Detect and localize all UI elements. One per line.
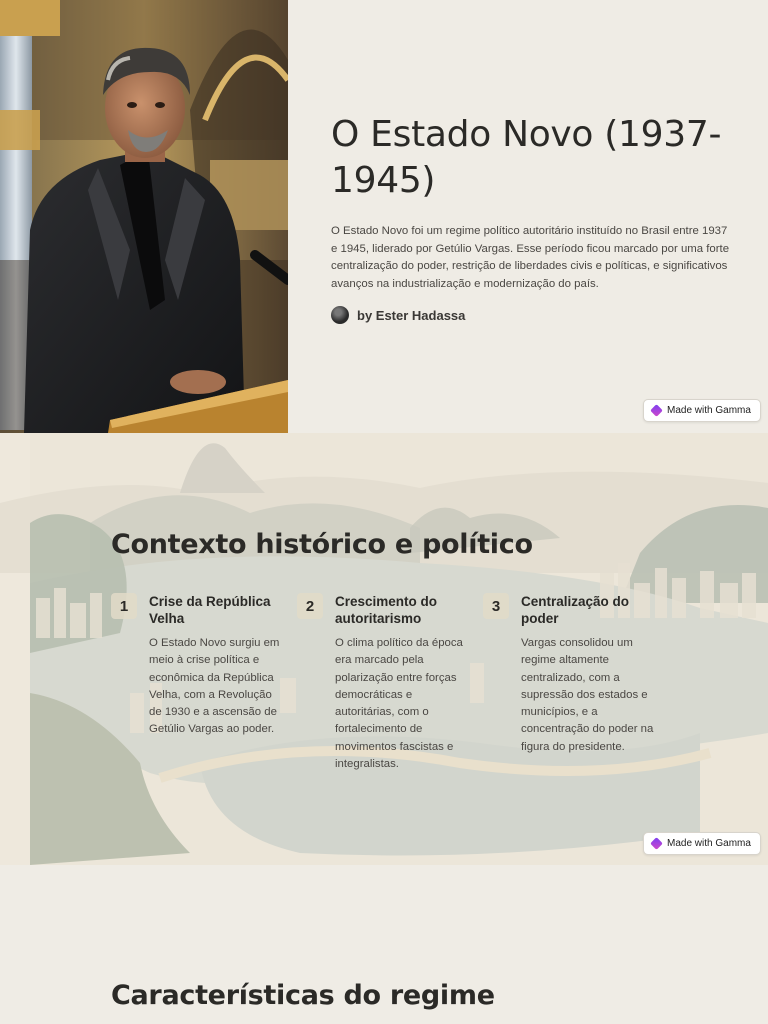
presentation-description: O Estado Novo foi um regime político autoritário instituído no Brasil entre 1937 e 1945, liderado por Getúlio Vargas. Esse período ficou marcado por uma forte centralização do poder, restrição de liberdades civis e políticas, e significativos avanços na industrialização e modernização do país. [331, 225, 730, 290]
slide-title [0, 0, 768, 433]
made-with-gamma-button[interactable] [643, 832, 761, 855]
avatar [331, 306, 349, 324]
item-number: 1 [111, 593, 137, 619]
item-body: O Estado Novo surgiu em meio à crise política e econômica da República Velha, com a Revolução de 1930 e a ascensão de Getúlio Vargas ao poder. [149, 637, 280, 736]
made-with-gamma-button[interactable] [643, 399, 761, 422]
item-heading: Centralização do poder [521, 594, 630, 626]
author-byline [331, 306, 465, 324]
slide-historical-context [0, 433, 768, 865]
gamma-logo-icon [650, 404, 663, 417]
gamma-logo-icon [650, 837, 663, 850]
slide-regime-characteristics [0, 865, 768, 1024]
item-heading: Crise da República Velha [149, 594, 271, 626]
item-number: 3 [483, 593, 509, 619]
item-body: Vargas consolidou um regime altamente centralizado, com a supressão dos estados e municípios, e a concentração do poder na figura do presidente. [521, 637, 654, 753]
portrait-image [0, 0, 288, 433]
made-with-gamma-label: Made with Gamma [667, 838, 751, 849]
section-title: Contexto histórico e político [111, 529, 533, 560]
presentation-title: O Estado Novo (1937-1945) [331, 114, 722, 201]
item-number: 2 [297, 593, 323, 619]
section-title: Características do regime [111, 980, 495, 1011]
made-with-gamma-label: Made with Gamma [667, 405, 751, 416]
author-name: by Ester Hadassa [357, 307, 466, 323]
item-body: O clima político da época era marcado pela polarização entre forças democráticas e autoritárias, com o fortalecimento de movimentos fascistas e integralistas. [335, 637, 463, 771]
item-heading: Crescimento do autoritarismo [335, 594, 438, 626]
